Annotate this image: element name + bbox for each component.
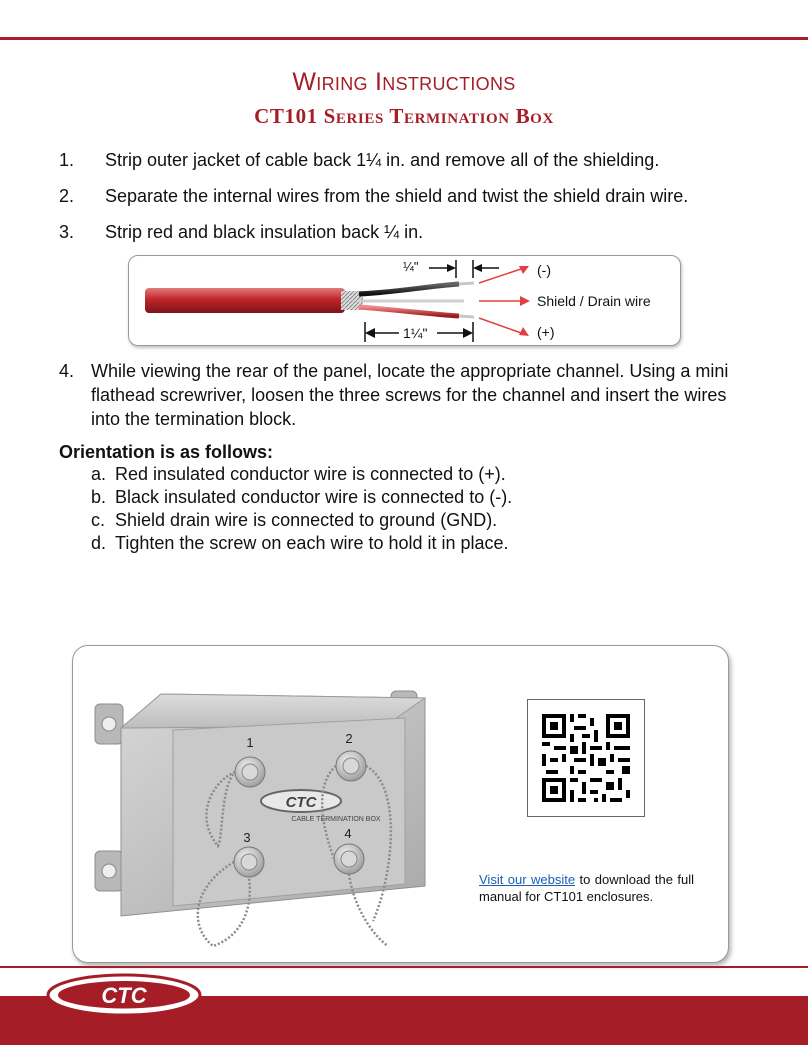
box-label: CABLE TERMINATION BOX xyxy=(291,816,381,823)
red-wire-strip xyxy=(459,316,474,317)
channel-number: 2 xyxy=(345,731,353,746)
step-number: 2. xyxy=(59,186,75,206)
connector-3 xyxy=(234,847,264,877)
step-text: Separate the internal wires from the shield and twist the shield drain wire. xyxy=(105,186,689,206)
page-subtitle: CT101 Series Termination Box xyxy=(254,104,554,128)
length-label: 1¼" xyxy=(403,325,428,341)
connector-2 xyxy=(336,751,366,781)
positive-label: (+) xyxy=(537,324,555,340)
orientation-letter: b. xyxy=(91,487,107,507)
positive-arrow xyxy=(479,318,524,334)
orientation-letter: c. xyxy=(91,510,106,530)
qr-code[interactable] xyxy=(527,699,645,817)
step-number: 3. xyxy=(59,222,75,242)
orientation-text: Black insulated conductor wire is connected to (-). xyxy=(115,487,513,507)
footer-logo-text: CTC xyxy=(101,983,147,1008)
shield-label: Shield / Drain wire xyxy=(537,293,651,309)
red-wire xyxy=(359,307,459,316)
connector-1 xyxy=(235,757,265,787)
cable-jacket xyxy=(145,288,345,313)
orientation-heading: Orientation is as follows: xyxy=(59,442,274,462)
footer-logo xyxy=(44,972,204,1018)
step-text: While viewing the rear of the panel, locate the appropriate channel. Using a mini flathead screwriver, loosen the three screws for the channel and insert the wires into the termination block. xyxy=(91,361,729,429)
orientation-letter: a. xyxy=(91,464,107,484)
top-rule xyxy=(0,37,808,40)
step-number: 1. xyxy=(59,150,75,170)
note-text: to download the full manual for CT101 enclosures. xyxy=(479,872,694,904)
step-text: Strip outer jacket of cable back 1¼ in. and remove all of the shielding. xyxy=(105,150,660,170)
orientation-text: Shield drain wire is connected to ground (GND). xyxy=(115,510,498,530)
step-number: 4. xyxy=(59,361,75,381)
connector-4 xyxy=(334,844,364,874)
channel-number: 4 xyxy=(344,826,352,841)
orientation-item xyxy=(91,463,506,486)
orientation-letter: d. xyxy=(91,533,107,553)
channel-number: 1 xyxy=(246,735,254,750)
footer-rule xyxy=(0,966,808,968)
box-logo-text: CTC xyxy=(285,794,317,811)
channel-number: 3 xyxy=(243,830,251,845)
orientation-text: Red insulated conductor wire is connected to (+). xyxy=(115,464,506,484)
orientation-item xyxy=(91,509,497,532)
black-wire xyxy=(359,284,459,294)
wire-diagram xyxy=(128,255,681,346)
negative-arrow xyxy=(479,268,524,283)
orientation-text: Tighten the screw on each wire to hold it in place. xyxy=(115,533,509,553)
orientation-item xyxy=(91,486,512,509)
orientation-item xyxy=(91,532,509,555)
page-title: Wiring Instructions xyxy=(292,68,516,96)
download-note xyxy=(479,871,694,905)
quarter-inch-label: ¼" xyxy=(403,259,419,274)
negative-label: (-) xyxy=(537,262,551,278)
termination-box-illustration xyxy=(73,646,473,962)
step-4 xyxy=(59,359,759,431)
step-text: Strip red and black insulation back ¼ in. xyxy=(105,222,424,242)
website-link[interactable]: Visit our website xyxy=(479,872,576,887)
qr-code-icon xyxy=(528,700,644,816)
black-wire-strip xyxy=(459,283,474,284)
